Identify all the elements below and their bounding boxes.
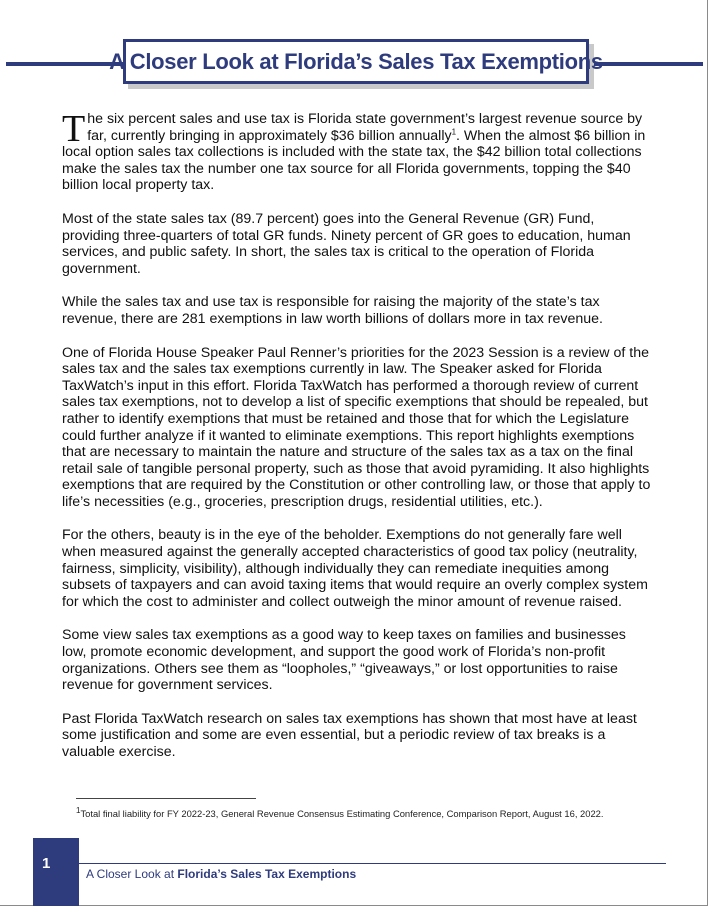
footer-title-plain: A Closer Look at xyxy=(86,867,178,881)
footer-divider xyxy=(79,863,666,864)
paragraph-7: Past Florida TaxWatch research on sales tax exemptions has shown that most have at least some justification and some are even essential, but a periodic review of tax breaks is a valuable exercise. xyxy=(62,710,637,760)
footer-title-bold: Florida’s Sales Tax Exemptions xyxy=(177,867,357,881)
drop-cap: T xyxy=(62,108,86,150)
paragraph-4: One of Florida House Speaker Paul Renner’s priorities for the 2023 Session is a review of the sales tax and the sales tax exemptions currently in law. The Speaker asked for Florida TaxWatch’s input in this effort. Florida TaxWatch has performed a thorough review of current sales tax exemptions, not to develop a list of specific exemptions that should be repealed, but rather to identify exemptions that must be retained and those that for which the Legislature could further analyze if it wanted to eliminate exemptions. This report highlights exemptions that are necessary to maintain the nature and structure of the sales tax as a tax on the final retail sale of tangible personal property, such as those that avoid pyramiding. It also highlights exemptions that are required by the Constitution or other controlling law, or those that apply to life’s necessities (e.g., groceries, prescription drugs, residential utilities, etc.). xyxy=(62,344,651,510)
footnote-divider xyxy=(76,798,256,799)
title-rule-left xyxy=(6,62,123,66)
body-text xyxy=(62,108,652,778)
paragraph-2: Most of the state sales tax (89.7 percent) goes into the General Revenue (GR) Fund, providing three-quarters of total GR funds. Ninety percent of GR goes to education, human services, and public safety. In short, the sales tax is critical to the operation of Florida government. xyxy=(62,210,631,277)
paragraph-1-text-a: he six percent sales and use tax is Florida state government’s largest revenue source by far, currently bringing in approximately $36 billion annually xyxy=(87,111,643,144)
page-title: A Closer Look at Florida’s Sales Tax Exemptions xyxy=(109,48,603,74)
footnote xyxy=(76,805,686,819)
page-number-box xyxy=(33,838,79,906)
footnote-ref: 1 xyxy=(451,126,457,136)
title-banner xyxy=(109,39,603,84)
paragraph-6: Some view sales tax exemptions as a good way to keep taxes on families and businesses low, promote economic development, and support the good work of Florida’s non-profit organizations. Others see them as “loopholes,” “giveaways,” or lost opportunities to raise revenue for government services. xyxy=(62,627,626,694)
paragraph-3: While the sales tax and use tax is responsible for raising the majority of the state’s tax revenue, there are 281 exemptions in law worth billions of dollars more in tax revenue. xyxy=(62,294,603,327)
footer-title xyxy=(86,867,356,881)
footnote-marker: 1 xyxy=(76,805,81,815)
paragraph-1 xyxy=(62,108,652,194)
page-number: 1 xyxy=(42,855,51,872)
footnote-text: Total final liability for FY 2022-23, General Revenue Consensus Estimating Conference, Comparison Report, August 16, 2022. xyxy=(80,808,604,819)
title-rule-right xyxy=(589,62,703,66)
paragraph-5: For the others, beauty is in the eye of the beholder. Exemptions do not generally fare well when measured against the generally accepted characteristics of good tax policy (neutrality, fairness, simplicity, visibility), although individually they can remediate inequities among subsets of taxpayers and can avoid taxing items that would require an overly complex system for which the cost to administer and collect outweigh the minor amount of revenue raised. xyxy=(62,527,648,610)
paragraph-1-text-b: . When the almost $6 billion in local option sales tax collections is included with the state tax, the $42 billion total collections make the sales tax the number one tax source for all Florida governments, topping the $40 billion local property tax. xyxy=(62,127,646,194)
